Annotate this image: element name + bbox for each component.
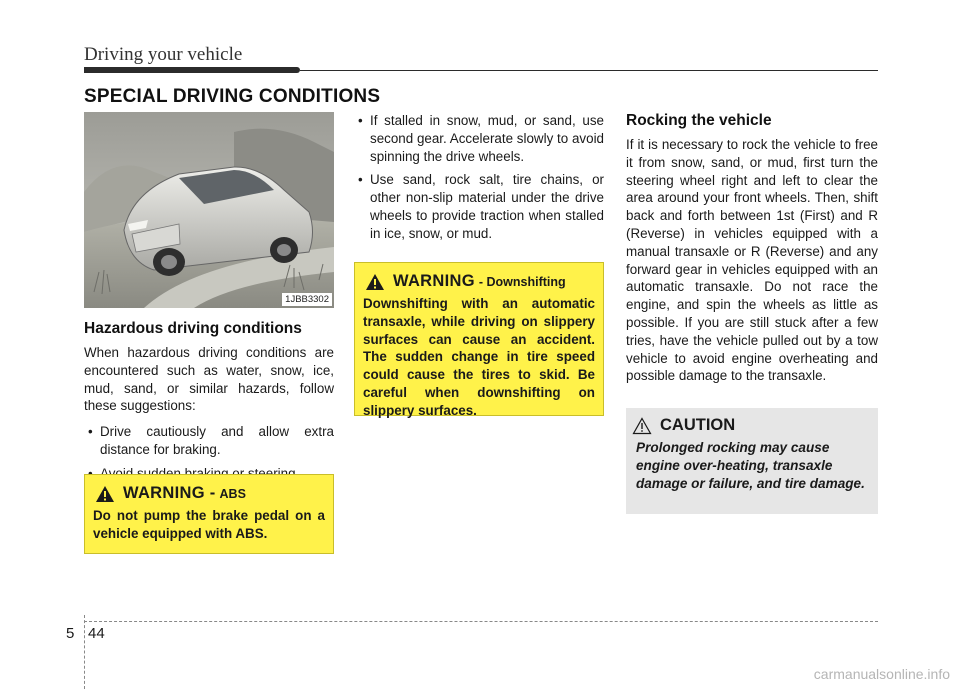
warning-downshift-topic: - Downshifting [478,274,566,289]
list-item: • If stalled in snow, mud, or sand, use second gear. Accelerate slowly to avoid spinning the drive wheels. [354,112,604,165]
header-rule [300,70,878,71]
warning-abs-text: Do not pump the brake pedal on a vehicle equipped with ABS. [93,508,325,541]
section-title: SPECIAL DRIVING CONDITIONS [84,86,381,107]
list-item: • Use sand, rock salt, tire chains, or other non-slip material under the drive wheels to provide traction when stalled in ice, snow, or mud. [354,171,604,242]
column-left [84,112,334,489]
car-on-rough-road-image [84,112,334,308]
warning-abs-topic: ABS [219,486,246,501]
stalled-list [354,112,604,243]
hazardous-heading: Hazardous driving conditions [84,320,302,337]
warning-downshift-text: Downshifting with an automatic transaxle, while driving on slippery surfaces can cause an accident. The sudden change in tire speed could cause the tires to skid. Be careful when downshifting on slippery surfaces. [363,296,595,418]
warning-downshift-label: WARNING [393,272,475,290]
page-section-number: 5 [66,625,75,642]
figure-code: 1JBB3302 [282,293,332,306]
warning-triangle-icon [95,485,115,503]
page-number: 44 [88,625,105,642]
column-right [626,112,878,393]
caution-label: CAUTION [660,416,736,434]
car-illustration [84,112,334,308]
hazardous-intro: When hazardous driving conditions are encountered such as water, snow, ice, mud, sand, or similar hazards, follow these suggestions: [84,345,334,414]
list-item: • Drive cautiously and allow extra distance for braking. [84,423,334,459]
watermark: carmanualsonline.info [813,666,950,682]
footer-rule [84,621,878,622]
warning-abs-box [84,474,334,554]
header-title: Driving your vehicle [84,44,243,65]
footer-divider [84,615,85,689]
header-bar [84,67,300,73]
caution-triangle-icon [632,417,652,435]
warning-downshift-box [354,262,604,416]
warning-abs-header [85,475,333,503]
warning-downshift-header [355,263,603,291]
rocking-heading: Rocking the vehicle [626,112,772,129]
warning-abs-label: WARNING - [123,484,216,502]
caution-box [626,408,878,514]
caution-text: Prolonged rocking may cause engine over-heating, transaxle damage or failure, and tire damage. [636,440,865,491]
rocking-text: If it is necessary to rock the vehicle to free it from snow, sand, or mud, first turn the steering wheel right and left to clear the area around your front wheels. Then, shift back and forth between 1st (First) and R (Reverse) in vehicles equipped with a manual transaxle or R (Reverse) and any forward gear in vehicles equipped with an automatic transaxle. Do not race the engine, and spin the wheels as little as possible. If you are still stuck after a few tries, have the vehicle pulled out by a tow vehicle to avoid engine overheating and possible damage to the transaxle. [626,137,878,384]
column-middle [354,112,604,249]
caution-header [626,408,878,435]
warning-triangle-icon [365,273,385,291]
